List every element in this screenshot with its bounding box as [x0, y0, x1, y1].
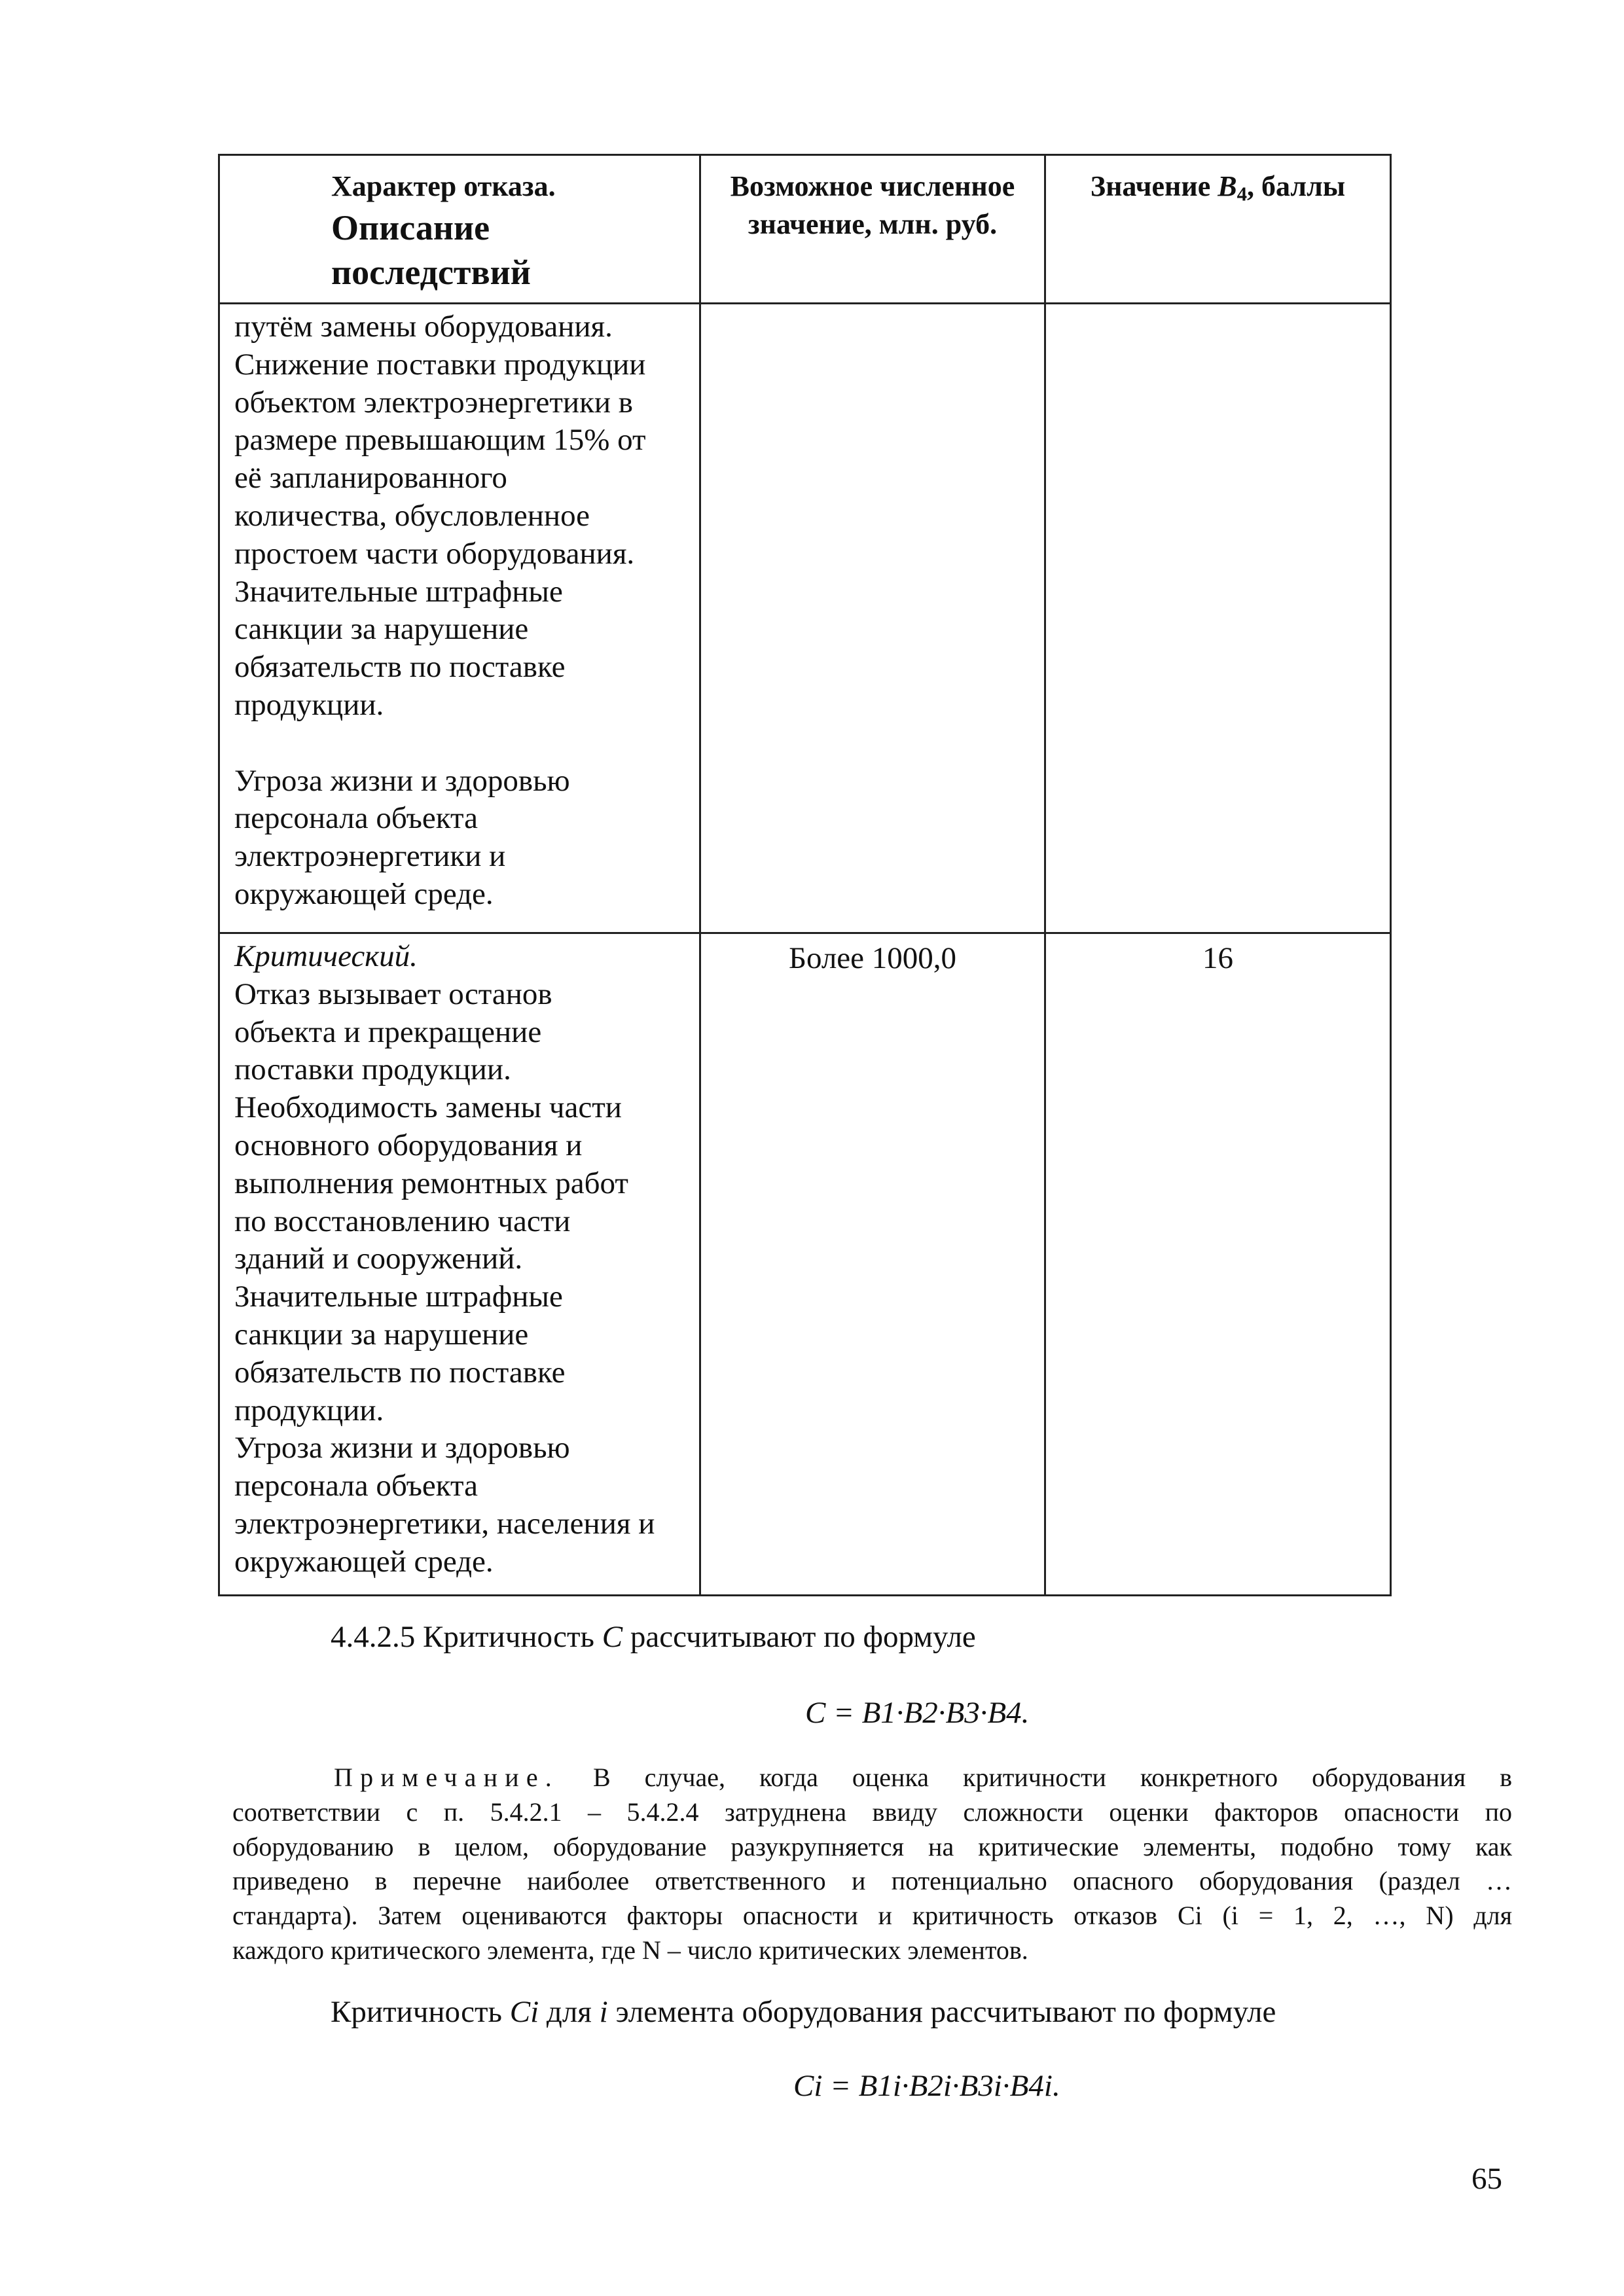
- paragraph-element-criticality: Критичность Ci для i элемента оборудования рассчитывают по формуле: [331, 1995, 1276, 2029]
- header-failure-description: Характер отказа. Описание последствий: [219, 155, 700, 304]
- row2-line-5: основного оборудования и: [234, 1128, 583, 1162]
- row2-line-3: поставки продукции.: [234, 1052, 511, 1087]
- row1-description: [219, 304, 700, 933]
- row1-line-14: электроэнергетики и: [234, 839, 506, 874]
- row1-line-8: Значительные штрафные: [234, 574, 563, 609]
- row1-value: [700, 304, 1045, 933]
- row1-line-9: санкции за нарушение: [234, 612, 529, 647]
- row2-description: [219, 933, 700, 1596]
- row2-line-1: Отказ вызывает останов: [234, 977, 552, 1011]
- row1-line-13: персонала объекта: [234, 801, 478, 836]
- note-line-3: оборудованию в целом, оборудование разукрупняется на критические элементы, подобно тому как: [232, 1831, 1512, 1861]
- note-line-2: соответствии с п. 5.4.2.1 – 5.4.2.4 затруднена ввиду сложности оценки факторов опасности по: [232, 1797, 1512, 1827]
- row2-line-8: зданий и сооружений.: [234, 1242, 523, 1276]
- row2-line-16: окружающей среде.: [234, 1544, 494, 1579]
- row2-line-10: санкции за нарушение: [234, 1317, 529, 1352]
- row1-line-15: окружающей среде.: [234, 876, 494, 911]
- row2-line-7: по восстановлению части: [234, 1204, 571, 1238]
- formula-element-criticality: Ci = B1i·B2i·B3i·B4i.: [793, 2069, 1060, 2103]
- note-line-6: каждого критического элемента, где N – число критических элементов.: [232, 1935, 1028, 1965]
- table-header-row: [219, 155, 1391, 304]
- row2-line-12: продукции.: [234, 1393, 384, 1427]
- row2-line-9: Значительные штрафные: [234, 1280, 563, 1314]
- row1-score: [1045, 304, 1391, 933]
- note-line-4: приведено в перечне наиболее ответственного и потенциально опасного оборудования (раздел …: [232, 1866, 1512, 1896]
- note-line-1: Примечание. В случае, когда оценка критичности конкретного оборудования в: [334, 1763, 1512, 1792]
- row2-line-13: Угроза жизни и здоровью: [234, 1431, 570, 1465]
- row2-line-14: персонала объекта: [234, 1469, 478, 1503]
- paragraph-criticality: 4.4.2.5 Критичность C рассчитывают по формуле: [331, 1620, 976, 1654]
- failure-criticality-table: [218, 154, 1392, 1596]
- row1-line-4: размере превышающим 15% от: [234, 423, 646, 457]
- note-block: [232, 1761, 1512, 1968]
- row2-line-2: объекта и прекращение: [234, 1014, 542, 1049]
- header-numeric-value: Возможное численное значение, млн. руб.: [700, 155, 1045, 304]
- row1-line-11: продукции.: [234, 687, 384, 722]
- table-row: [219, 304, 1391, 933]
- row2-line-11: обязательств по поставке: [234, 1355, 566, 1390]
- row1-line-1: путём замены оборудования.: [234, 310, 613, 344]
- row2-value: Более 1000,0: [700, 933, 1045, 1596]
- header-b4-score: Значение $B_4$, баллы: [1045, 155, 1391, 304]
- table-row: [219, 933, 1391, 1596]
- note-line-5: стандарта). Затем оцениваются факторы опасности и критичность отказов Ci (i = 1, 2, …, N) для: [232, 1901, 1512, 1931]
- row2-line-6: выполнения ремонтных работ: [234, 1166, 628, 1200]
- row1-blank-line: [234, 725, 685, 762]
- note-label: Примечание.: [334, 1763, 560, 1792]
- row1-line-6: количества, обусловленное: [234, 498, 590, 533]
- row2-line-4: Необходимость замены части: [234, 1090, 622, 1125]
- row1-line-7: простоем части оборудования.: [234, 536, 635, 571]
- row1-line-12: Угроза жизни и здоровью: [234, 763, 570, 798]
- row1-line-2: Снижение поставки продукции: [234, 347, 646, 382]
- formula-criticality: C = B1·B2·B3·B4.: [805, 1696, 1030, 1730]
- row1-line-10: обязательств по поставке: [234, 650, 566, 685]
- row2-score: 16: [1045, 933, 1391, 1596]
- row1-line-5: её запланированного: [234, 461, 507, 495]
- row2-line-15: электроэнергетики, населения и: [234, 1506, 655, 1541]
- row1-line-3: объектом электроэнергетики в: [234, 385, 634, 420]
- row2-title: Критический.: [234, 939, 418, 973]
- page-number: 65: [1471, 2162, 1502, 2196]
